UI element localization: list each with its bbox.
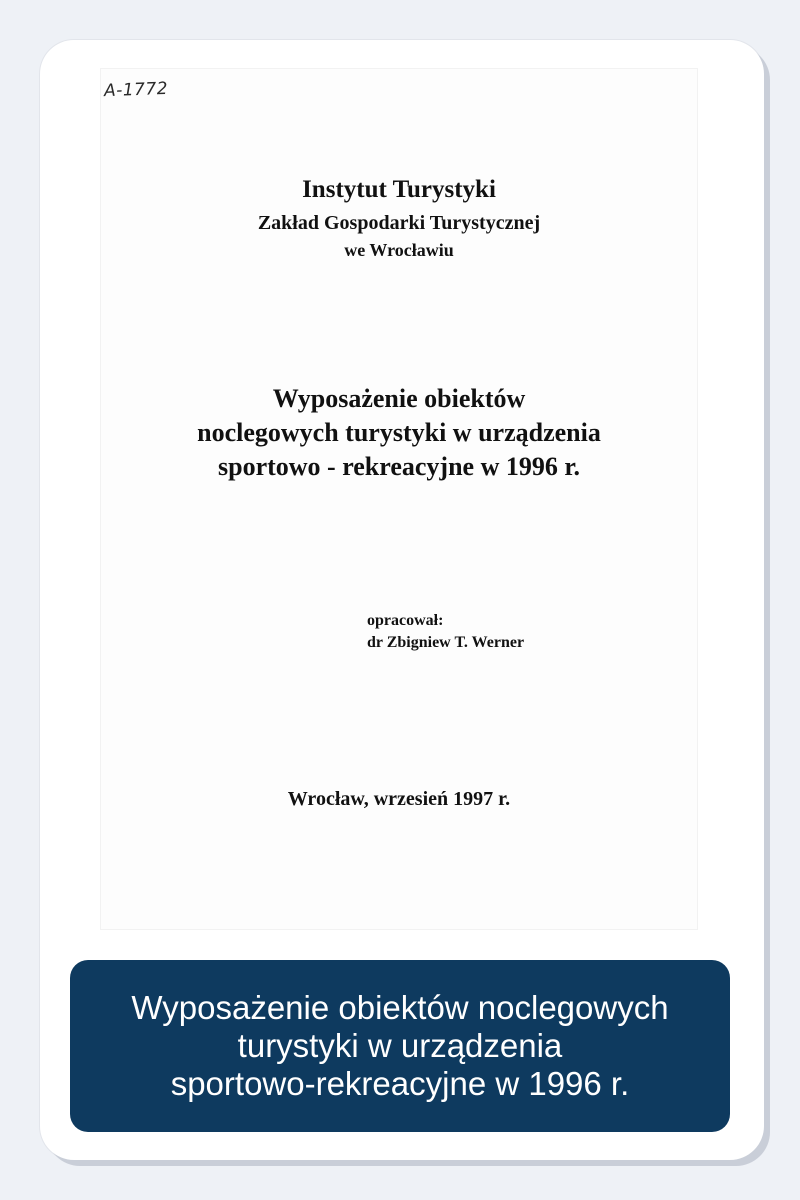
document-title-line: sportowo - rekreacyjne w 1996 r. [217,452,581,481]
institution-name: Instytut Turystyki [302,176,496,203]
document-title [100,382,698,484]
author-label: opracował: [367,612,444,629]
institution-city: we Wrocławiu [344,240,454,260]
caption-line: sportowo-rekreacyjne w 1996 r. [170,1065,630,1102]
document-title-line: noclegowych turystyki w urządzenia [197,418,601,447]
author-name: dr Zbigniew T. Werner [367,634,525,651]
document-title-line: Wyposażenie obiektów [272,384,526,413]
institution-department: Zakład Gospodarki Turystycznej [257,212,541,234]
author-block [367,610,524,654]
caption-line: turystyki w urządzenia [237,1027,563,1064]
place-and-date: Wrocław, wrzesień 1997 r. [287,788,511,810]
caption-text [131,989,668,1103]
handwritten-catalog-number: A-1772 [103,78,169,102]
caption-line: Wyposażenie obiektów noclegowych [131,989,669,1026]
caption-banner [70,960,730,1132]
